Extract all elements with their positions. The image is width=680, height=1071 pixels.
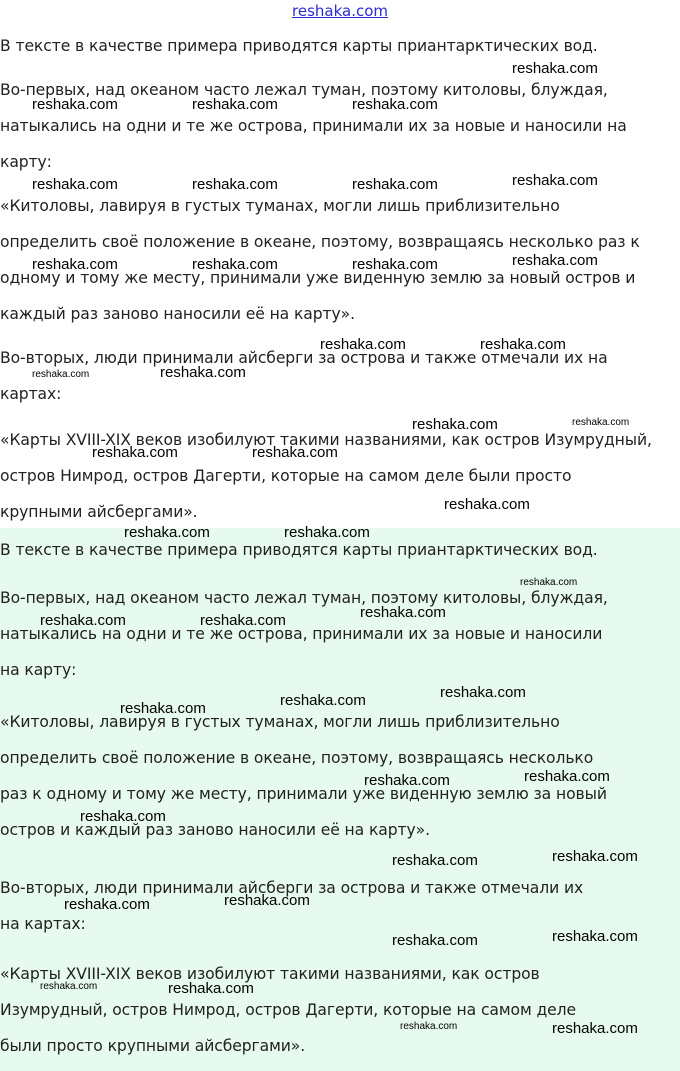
watermark: reshaka.com	[364, 772, 450, 789]
watermark: reshaka.com	[80, 808, 166, 825]
watermark: reshaka.com	[352, 96, 438, 113]
watermark: reshaka.com	[168, 980, 254, 997]
paragraph-first-reason	[0, 72, 676, 180]
text-line: «Китоловы, лавируя в густых туманах, могли лишь приблизительно	[0, 713, 560, 731]
watermark: reshaka.com	[320, 336, 406, 353]
text-line: Во-вторых, люди принимали айсберги за острова и также отмечали их	[0, 879, 584, 897]
watermark: reshaka.com	[252, 444, 338, 461]
watermark: reshaka.com	[524, 768, 610, 785]
watermark: reshaka.com	[392, 852, 478, 869]
text-line: картах:	[0, 385, 62, 403]
watermark: reshaka.com	[92, 444, 178, 461]
text-line: остров Нимрод, остров Дагерти, которые на самом деле были просто	[0, 467, 572, 485]
text-line: Во-вторых, люди принимали айсберги за острова и также отмечали их на	[0, 349, 608, 367]
watermark: reshaka.com	[352, 256, 438, 273]
watermark: reshaka.com	[32, 176, 118, 193]
watermark: reshaka.com	[40, 612, 126, 629]
text-line: Изумрудный, остров Нимрод, остров Дагерти, которые на самом деле	[0, 1001, 577, 1019]
watermark: reshaka.com	[192, 96, 278, 113]
watermark: reshaka.com	[192, 256, 278, 273]
watermark: reshaka.com	[512, 252, 598, 269]
watermark: reshaka.com	[64, 896, 150, 913]
text-line: В тексте в качестве примера приводятся карты приантарктических вод.	[0, 541, 598, 559]
text-line: карту:	[0, 153, 52, 171]
text-line: определить своё положение в океане, поэтому, возвращаясь несколько	[0, 749, 594, 767]
text-line: «Карты XVIII-XIX веков изобилуют такими названиями, как остров Изумрудный,	[0, 431, 652, 449]
text-line: на картах:	[0, 915, 86, 933]
text-line: «Карты XVIII-XIX веков изобилуют такими названиями, как остров	[0, 965, 540, 983]
watermark: reshaka.com	[440, 684, 526, 701]
watermark: reshaka.com	[512, 60, 598, 77]
watermark: reshaka.com	[120, 700, 206, 717]
watermark: reshaka.com	[392, 932, 478, 949]
text-line: каждый раз заново наносили её на карту».	[0, 305, 355, 323]
watermark: reshaka.com	[480, 336, 566, 353]
watermark: reshaka.com	[520, 577, 578, 588]
watermark: reshaka.com	[352, 176, 438, 193]
paragraph-first-reason	[0, 580, 676, 688]
text-line: одному и тому же месту, принимали уже виденную землю за новый остров и	[0, 269, 636, 287]
text-line: «Китоловы, лавируя в густых туманах, могли лишь приблизительно	[0, 197, 560, 215]
text-line: Во-первых, над океаном часто лежал туман, поэтому китоловы, блуждая,	[0, 589, 608, 607]
watermark: reshaka.com	[224, 892, 310, 909]
watermark: reshaka.com	[124, 524, 210, 541]
text-line: натыкались на одни и те же острова, принимали их за новые и наносили	[0, 625, 603, 643]
text-line: определить своё положение в океане, поэтому, возвращаясь несколько раз к	[0, 233, 640, 251]
watermark: reshaka.com	[400, 1021, 458, 1032]
text-line: были просто крупными айсбергами».	[0, 1037, 306, 1055]
watermark: reshaka.com	[32, 369, 90, 380]
text-line: Во-первых, над океаном часто лежал туман, поэтому китоловы, блуждая,	[0, 81, 608, 99]
paragraph-maps-quote	[0, 956, 676, 1064]
watermark: reshaka.com	[360, 604, 446, 621]
site-header-link[interactable]: reshaka.com	[292, 2, 388, 20]
paragraph-maps-quote	[0, 422, 676, 530]
watermark: reshaka.com	[552, 928, 638, 945]
watermark: reshaka.com	[32, 96, 118, 113]
watermark: reshaka.com	[160, 364, 246, 381]
watermark: reshaka.com	[512, 172, 598, 189]
answer-block-2	[0, 528, 680, 1071]
text-line: остров и каждый раз заново наносили её на карту».	[0, 821, 430, 839]
watermark: reshaka.com	[40, 981, 98, 992]
watermark: reshaka.com	[280, 692, 366, 709]
watermark: reshaka.com	[412, 416, 498, 433]
paragraph-intro	[0, 28, 676, 64]
watermark: reshaka.com	[32, 256, 118, 273]
watermark: reshaka.com	[192, 176, 278, 193]
text-line: натыкались на одни и те же острова, принимали их за новые и наносили на	[0, 117, 627, 135]
watermark: reshaka.com	[552, 1020, 638, 1037]
watermark: reshaka.com	[200, 612, 286, 629]
text-line: крупными айсбергами».	[0, 503, 198, 521]
watermark: reshaka.com	[572, 417, 630, 428]
watermark: reshaka.com	[444, 496, 530, 513]
text-line: на карту:	[0, 661, 77, 679]
text-line: раз к одному и тому же месту, принимали уже виденную землю за новый	[0, 785, 607, 803]
text-line: В тексте в качестве примера приводятся карты приантарктических вод.	[0, 37, 598, 55]
watermark: reshaka.com	[284, 524, 370, 541]
watermark: reshaka.com	[552, 848, 638, 865]
